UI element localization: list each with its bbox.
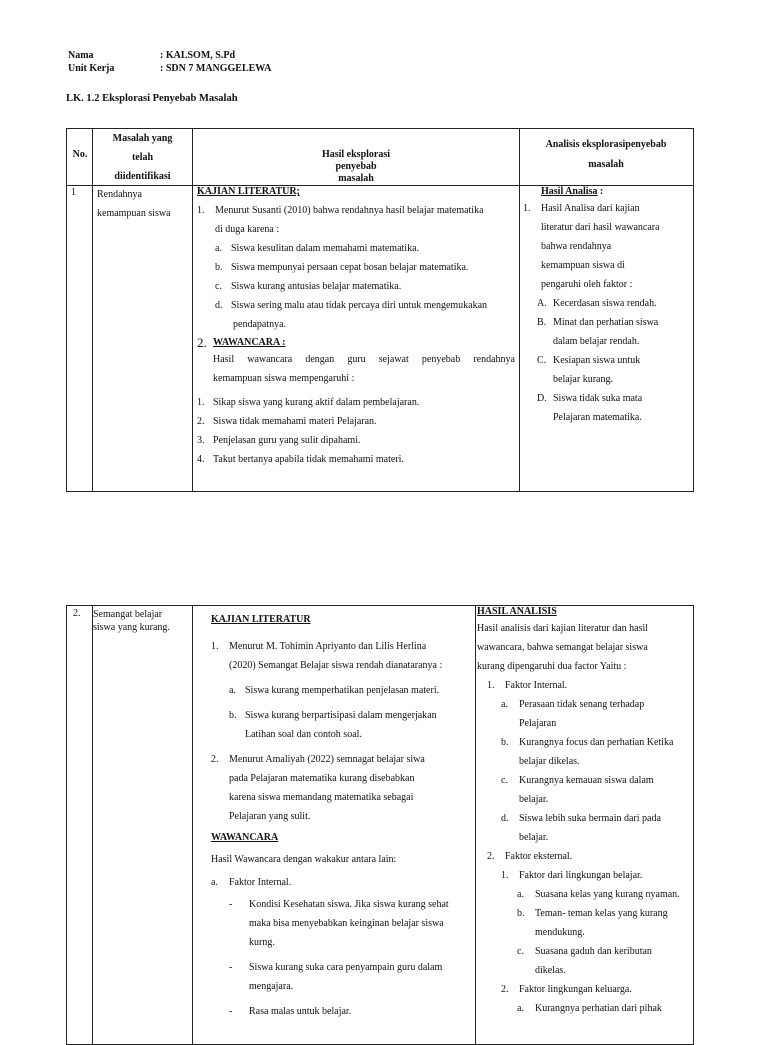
analisa-line: Hasil Analisa dari kajian bbox=[541, 202, 640, 214]
kajian2-item-1: 1. Menurut M. Tohimin Apriyanto dan Lilis Herlina (2020) Semangat Belajar siswa rendah dianataranya : bbox=[211, 637, 473, 675]
row1-no: 1 bbox=[71, 187, 76, 198]
faktor-item: A. Kecerdasan siswa rendah. bbox=[537, 297, 657, 309]
analisis2-f1-sub: c. Kurangnya kemauan siswa dalam belajar. bbox=[501, 774, 654, 805]
analisis2-f2-2-sub: a. Kurangnya perhatian dari pihak bbox=[517, 1002, 662, 1014]
kajian2-sub-item: a. Siswa kurang memperhatikan penjelasan materi. bbox=[229, 684, 440, 696]
row2-no: 2. bbox=[73, 608, 81, 619]
kajian2-2-line: karena siswa memandang matematika sebagai bbox=[229, 791, 414, 803]
analisis2-intro-line: Hasil analisis dari kajian literatur dan hasil bbox=[477, 622, 649, 634]
wawancara-title: WAWANCARA : bbox=[213, 336, 286, 348]
header-hasil: Hasil eksplorasi penyebab masalah bbox=[321, 149, 391, 184]
faktor-item: D. Siswa tidak suka mata Pelajaran matematika. bbox=[537, 392, 643, 423]
kajian2-line: (2020) Semangat Belajar siswa rendah dianataranya : bbox=[229, 659, 443, 671]
analisis2-intro-line: wawancara, bahwa semangat belajar siswa bbox=[477, 641, 648, 653]
header-no: No. bbox=[72, 149, 88, 160]
wawancara-item: 3. Penjelasan guru yang sulit dipahami. bbox=[197, 435, 361, 446]
header-analisis: Analisis eksplorasipenyebab masalah bbox=[545, 139, 667, 170]
wawancara2-dash-item: - Siswa kurang suka cara penyampain guru dalam mengajara. bbox=[229, 962, 443, 992]
page-title: LK. 1.2 Eksplorasi Penyebab Masalah bbox=[66, 93, 238, 104]
analisis2-f2-1-sub: b. Teman- teman kelas yang kurang mendukung. bbox=[517, 907, 668, 938]
kajian-sub-item: a. Siswa kesulitan dalam memahami matematika. bbox=[215, 242, 420, 254]
kajian-item-1: 1. Menurut Susanti (2010) bahwa rendahnya hasil belajar matematika di duga karena : bbox=[197, 204, 484, 235]
wawancara-item: 4. Takut bertanya apabila tidak memahami materi. bbox=[197, 454, 404, 465]
unit-row bbox=[68, 63, 271, 76]
analisis2-f2-2: 2. Faktor lingkungan keluarga. bbox=[501, 983, 632, 995]
name-label: Nama bbox=[68, 50, 94, 61]
kajian-sub-item: c. Siswa kurang antusias belajar matematika. bbox=[215, 280, 402, 292]
unit-label: Unit Kerja bbox=[68, 63, 115, 74]
faktor-item: B. Minat dan perhatian siswa dalam belajar rendah. bbox=[537, 316, 659, 347]
row1-hasil: KAJIAN LITERATUR; 1. Menurut Susanti (2010) bahwa rendahnya hasil belajar matematika di duga karena : a. Siswa kesulitan dalam memahami matematika. b. Siswa mempunyai persaan cepat bosan belajar matematika. c. Siswa kurang antusias belajar matematika. d. Siswa sering malu atau tidak percaya diri untuk mengemukakan pendapatnya. 2. WAWANCARA : Hasil wawancara dengan guru sejawat penyebab rendahnya kemampuan siswa mempengaruhi : 1. Sikap siswa yang kurang aktif dalam pembelajaran. 2. Siswa tidak memahami materi Pelajaran. 3. Penjelasan guru yang sulit dipahami. 4. Takut bertanya apabila tidak memahami materi. bbox=[197, 186, 515, 469]
analisis2-f2-1-sub: a. Suasana kelas yang kurang nyaman. bbox=[517, 888, 680, 900]
analisa-item: 1. Hasil Analisa dari kajian literatur dari hasil wawancara bahwa rendahnya kemampuan siswa di pengaruhi oleh faktor : bbox=[523, 199, 693, 294]
analisa-line: bahwa rendahnya bbox=[541, 240, 612, 252]
kajian2-2-line: Menurut Amaliyah (2022) semnagat belajar siwa bbox=[229, 753, 425, 765]
analisis2-f1-sub: b. Kurangnya focus dan perhatian Ketika belajar dikelas. bbox=[501, 736, 674, 767]
unit-value: : SDN 7 MANGGELEWA bbox=[160, 63, 272, 74]
faktor-item: C. Kesiapan siswa untuk belajar kurang. bbox=[537, 354, 641, 385]
kajian-sub-item: d. Siswa sering malu atau tidak percaya diri untuk mengemukakan bbox=[215, 299, 488, 311]
wawancara-title-2: WAWANCARA bbox=[211, 831, 279, 843]
analisa-line: kemampuan siswa di bbox=[541, 259, 625, 271]
analisis2-f2-1-sub: c. Suasana gaduh dan keributan dikelas. bbox=[517, 945, 652, 976]
wawancara2-a: a. Faktor Internal. bbox=[211, 876, 292, 888]
name-value: : KALSOM, S.Pd bbox=[160, 50, 236, 61]
row2-analisis bbox=[477, 606, 693, 1018]
kajian-title: KAJIAN LITERATUR; bbox=[197, 186, 300, 197]
kajian-title-2: KAJIAN LITERATUR bbox=[211, 614, 311, 625]
wawancara-heading: 2. WAWANCARA : bbox=[197, 334, 286, 350]
analisa-title: Hasil Analisa bbox=[541, 186, 598, 197]
analisa-line: pengaruhi oleh faktor : bbox=[541, 278, 633, 290]
row1-analisis: Hasil Analisa : 1. Hasil Analisa dari kajian literatur dari hasil wawancara bahwa rendahnya kemampuan siswa di pengaruhi oleh faktor : A. Kecerdasan siswa rendah. B. Minat dan perhatian siswa dalam belajar rendah. C. Kesiapan siswa untuk belajar kurang. D. Siswa tidak suka mata Pelajaran matematika. bbox=[523, 186, 693, 427]
analisis2-f1-sub: a. Perasaan tidak senang terhadap Pelajaran bbox=[501, 698, 645, 729]
kajian2-line: Menurut M. Tohimin Apriyanto dan Lilis Herlina bbox=[229, 640, 427, 652]
analisis2-f2-1: 1. Faktor dari lingkungan belajar. bbox=[501, 869, 643, 881]
row2-hasil bbox=[211, 614, 473, 1027]
wawancara2-dash-item: - Rasa malas untuk belajar. bbox=[229, 1006, 352, 1017]
analisis2-f2: 2. Faktor eksternal. bbox=[487, 850, 573, 862]
wawancara-item: 2. Siswa tidak memahami materi Pelajaran. bbox=[197, 416, 377, 427]
table-1 bbox=[66, 128, 694, 492]
table-2 bbox=[66, 605, 694, 1045]
wawancara2-dash-item: - Kondisi Kesehatan siswa. Jika siswa kurang sehat maka bisa menyebabkan keinginan belajar siswa kurng. bbox=[229, 899, 449, 948]
kajian2-sub-item: b. Siswa kurang berpartisipasi dalam mengerjakan Latihan soal dan contoh soal. bbox=[229, 709, 437, 740]
name-row bbox=[68, 50, 235, 63]
kajian-sub-item: b. Siswa mempunyai persaan cepat bosan belajar matematika. bbox=[215, 261, 469, 273]
wawancara-item: 1. Sikap siswa yang kurang aktif dalam pembelajaran. bbox=[197, 397, 420, 408]
kajian2-2-line: Pelajaran yang sulit. bbox=[229, 810, 311, 822]
row1-masalah: Rendahnya kemampuan siswa bbox=[97, 189, 171, 219]
header-masalah: Masalah yang telah diidentifikasi bbox=[112, 133, 173, 182]
analisis-title-2: HASIL ANALISIS bbox=[477, 606, 557, 617]
analisis2-intro-line: kurang dipengaruhi dua factor Yaitu : bbox=[477, 660, 627, 672]
row2-masalah: Semangat belajar siswa yang kurang. bbox=[93, 609, 170, 633]
analisa-line: literatur dari hasil wawancara bbox=[541, 221, 660, 233]
analisis2-f1-sub: d. Siswa lebih suka bermain dari pada belajar. bbox=[501, 812, 661, 843]
kajian2-2-line: pada Pelajaran matematika kurang disebabkan bbox=[229, 772, 415, 784]
analisis2-f1: 1. Faktor Internal. bbox=[487, 679, 568, 691]
kajian2-item-2: 2. Menurut Amaliyah (2022) semnagat belajar siwa pada Pelajaran matematika kurang disebabkan karena siswa memandang matematika sebagai Pelajaran yang sulit. bbox=[211, 750, 473, 826]
wawancara2-intro: Hasil Wawancara dengan wakakur antara lain: bbox=[211, 854, 397, 865]
